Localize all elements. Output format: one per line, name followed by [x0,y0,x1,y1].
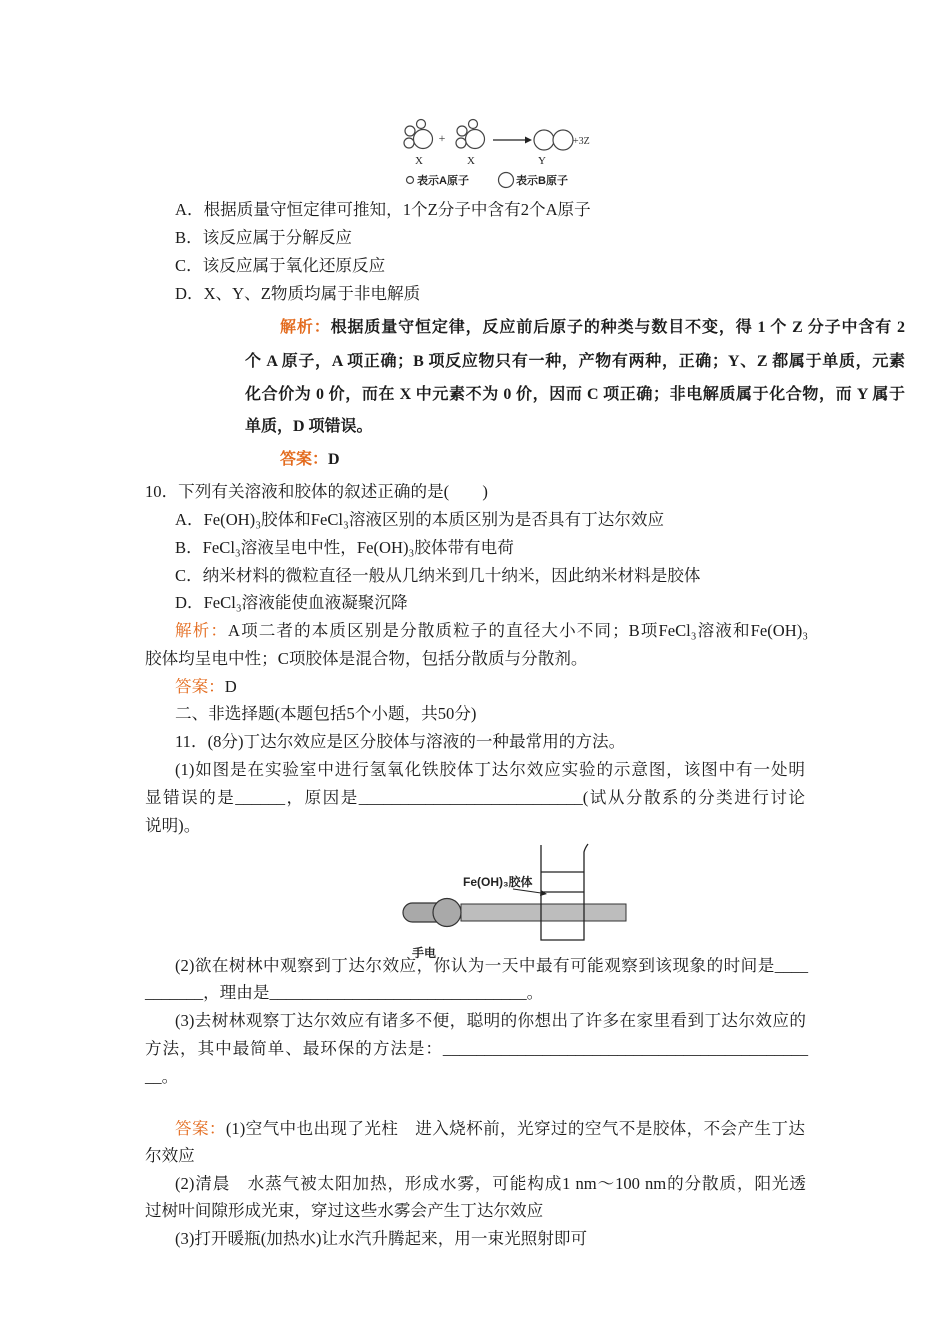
analysis-label: 解析： [280,319,331,336]
q9-option-d: D．X、Y、Z物质均属于非电解质 [175,284,421,303]
q11-answer-line: 过树叶间隙形成光束，穿过这些水雾会产生丁达尔效应 [145,1201,544,1220]
pointer-arrow [513,889,547,896]
legend-b-icon [499,173,514,188]
q10-analysis-line [175,619,808,643]
q9-option-a: A．根据质量守恒定律可推知，1个Z分子中含有2个A原子 [175,200,591,219]
label-x-2: X [467,155,475,167]
molecule-y [534,130,573,150]
q10-option-b: B．FeCl₃溶液呈电中性，Fe(OH)₃胶体带有电荷 [175,538,514,557]
q9-answer [280,447,340,473]
q9-analysis-line: 单质，D 项错误。 [245,418,373,435]
q11-answer-line: (3)打开暖瓶(加热水)让水汽升腾起来，用一束光照射即可 [175,1229,588,1248]
q11-part2-line: _______，理由是_______________________________。 [145,983,544,1002]
atom-a [457,126,467,136]
q11-part1-line: 显错误的是______，原因是___________________________(试从分散系的分类进行讨论 [145,788,805,807]
molecule-x-1 [404,120,433,149]
q11-part2-line: (2)欲在树林中观察到丁达尔效应，你认为一天中最有可能观察到该现象的时间是____ [175,956,808,975]
q10-option-d: D．FeCl₃溶液能使血液凝聚沉降 [175,593,408,612]
q9-analysis-line: 个 A 原子，A 项正确；B 项反应物只有一种，产物有两种，正确；Y、Z 都属于单质，元素 [245,353,905,370]
label-y: Y [538,155,546,167]
q9-analysis-line [280,315,905,341]
answer-value: D [328,451,340,468]
section-heading: 二、非选择题(本题包括5个小题，共50分) [175,704,477,723]
legend-a-text: 表示A原子 [417,175,469,187]
atom-a [404,138,414,148]
q10-stem: 10．下列有关溶液和胶体的叙述正确的是( ) [145,482,488,501]
reaction-arrow [493,137,532,144]
atom-a [417,120,426,129]
atom-b [534,130,554,150]
atom-a [405,126,415,136]
q11-answer-line: 尔效应 [145,1146,195,1165]
legend-b-text: 表示B原子 [516,175,568,187]
colloid-label: Fe(OH)₃胶体 [463,875,533,889]
byproduct-label: +3Z [573,136,590,147]
q10-option-a: A．Fe(OH)₃胶体和FeCl₃溶液区别的本质区别为是否具有丁达尔效应 [175,510,665,529]
q11-answer-line [175,1117,805,1141]
flashlight-label: 手电 [412,946,437,960]
q9-option-c: C．该反应属于氧化还原反应 [175,256,386,275]
q11-stem: 11．(8分)丁达尔效应是区分胶体与溶液的一种最常用的方法。 [175,732,626,751]
answer-label: 答案： [175,677,225,696]
answer-value: D [224,677,237,696]
q11-part3-line: __。 [145,1067,179,1086]
atom-b [553,130,573,150]
label-x-1: X [415,155,423,167]
molecule-x-2 [456,120,485,149]
answer-text: (1)空气中也出现了光柱 进入烧杯前，光穿过的空气不是胶体，不会产生丁达 [225,1119,805,1138]
q11-part1-line: 说明)。 [145,816,201,835]
legend-a-icon [407,177,414,184]
atom-a [456,138,466,148]
answer-label: 答案： [175,1119,226,1138]
reaction-diagram [395,115,595,193]
analysis-text: 根据质量守恒定律，反应前后原子的种类与数目不变，得 1 个 Z 分子中含有 2 [330,319,905,336]
flashlight-icon [403,899,461,927]
beaker [541,844,588,940]
atom-a [469,120,478,129]
analysis-text: A项二者的本质区别是分散质粒子的直径大小不同；B项FeCl₃溶液和Fe(OH)₃ [228,621,809,640]
answer-label: 答案： [280,451,329,468]
q10-answer [175,675,237,699]
q10-analysis-line: 胶体均呈电中性；C项胶体是混合物，包括分散质与分散剂。 [145,649,588,668]
q11-part1-line: (1)如图是在实验室中进行氢氧化铁胶体丁达尔效应实验的示意图，该图中有一处明 [175,760,805,779]
q11-part3-line: (3)去树林观察丁达尔效应有诸多不便，聪明的你想出了许多在家里看到丁达尔效应的 [175,1011,806,1030]
analysis-label: 解析： [175,621,229,640]
q11-answer-line: (2)清晨 水蒸气被太阳加热，形成水雾，可能构成1 nm～100 nm的分散质，阳光透 [175,1174,806,1193]
atom-b [414,130,433,149]
q10-option-c: C．纳米材料的微粒直径一般从几纳米到几十纳米，因此纳米材料是胶体 [175,566,701,585]
light-beam [461,904,626,921]
plus-sign: + [438,131,446,145]
q9-analysis-line: 化合价为 0 价，而在 X 中元素不为 0 价，因而 C 项正确；非电解质属于化合物，而 Y 属于 [245,386,905,403]
q11-part3-line: 方法，其中最简单、最环保的方法是：____________________________________________ [145,1039,808,1058]
atom-b [466,130,485,149]
tyndall-figure [395,840,635,962]
q9-option-b: B．该反应属于分解反应 [175,228,353,247]
